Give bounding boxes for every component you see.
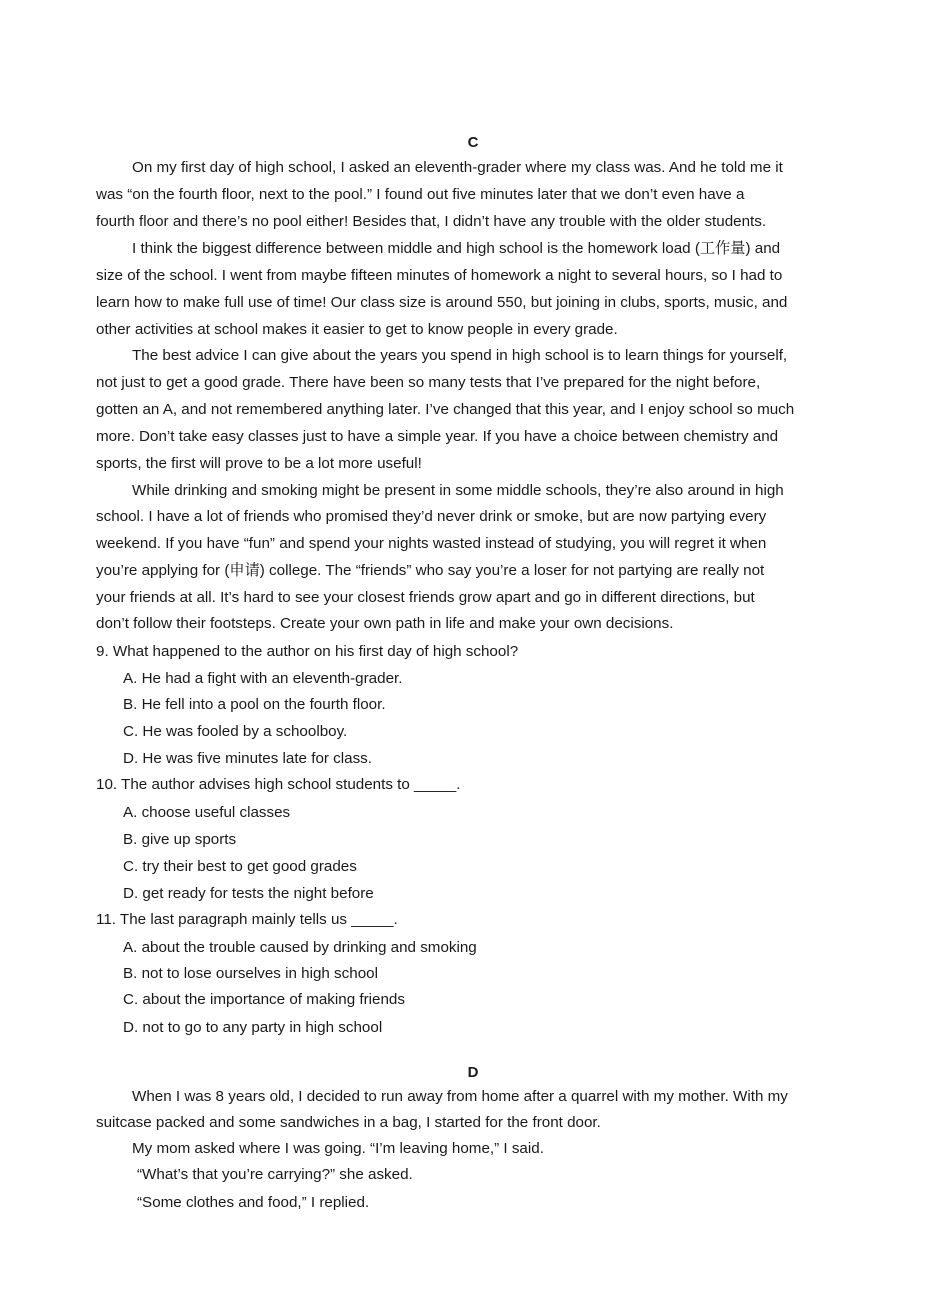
text-line: learn how to make full use of time! Our class size is around 550, but joining in clubs, sports, music, and — [96, 294, 788, 311]
answer-option: D. get ready for tests the night before — [123, 885, 374, 902]
section-title-c: C — [467, 134, 479, 151]
text-line: more. Don’t take easy classes just to have a simple year. If you have a choice between chemistry and — [96, 428, 779, 445]
text-line: On my first day of high school, I asked an eleventh-grader where my class was. And he told me it — [132, 159, 783, 176]
answer-option: C. try their best to get good grades — [123, 858, 357, 875]
text-line: don’t follow their footsteps. Create your own path in life and make your own decisions. — [96, 615, 674, 632]
text-line: fourth floor and there’s no pool either! Besides that, I didn’t have any trouble with the older students. — [96, 213, 767, 230]
answer-option: A. choose useful classes — [123, 804, 291, 821]
answer-option: A. about the trouble caused by drinking and smoking — [123, 939, 477, 956]
answer-option: B. give up sports — [123, 831, 237, 848]
text-line: weekend. If you have “fun” and spend your nights wasted instead of studying, you will regret it when — [96, 535, 767, 552]
answer-option: C. He was fooled by a schoolboy. — [123, 723, 348, 740]
text-line: school. I have a lot of friends who promised they’d never drink or smoke, but are now partying every — [96, 508, 767, 525]
text-line: I think the biggest difference between middle and high school is the homework load (工作量) and — [132, 240, 781, 257]
text-line: “Some clothes and food,” I replied. — [137, 1194, 370, 1211]
text-line: not just to get a good grade. There have been so many tests that I’ve prepared for the night before, — [96, 374, 761, 391]
text-line: The best advice I can give about the years you spend in high school is to learn things for yourself, — [132, 347, 788, 364]
answer-option: C. about the importance of making friends — [123, 991, 405, 1008]
text-line: size of the school. I went from maybe fifteen minutes of homework a night to several hours, so I had to — [96, 267, 783, 284]
text-line: you’re applying for (申请) college. The “friends” who say you’re a loser for not partying are really not — [96, 562, 765, 579]
question-stem: 11. The last paragraph mainly tells us _____. — [96, 911, 398, 928]
answer-option: D. He was five minutes late for class. — [123, 750, 372, 767]
text-line: My mom asked where I was going. “I’m leaving home,” I said. — [132, 1140, 544, 1157]
text-line: gotten an A, and not remembered anything later. I’ve changed that this year, and I enjoy school so much — [96, 401, 795, 418]
section-title-d: D — [467, 1064, 479, 1081]
answer-option: B. not to lose ourselves in high school — [123, 965, 378, 982]
question-stem: 9. What happened to the author on his first day of high school? — [96, 643, 519, 660]
text-line: sports, the first will prove to be a lot more useful! — [96, 455, 422, 472]
text-line: was “on the fourth floor, next to the pool.” I found out five minutes later that we don’t even have a — [96, 186, 745, 203]
question-stem: 10. The author advises high school students to _____. — [96, 776, 461, 793]
text-line: suitcase packed and some sandwiches in a bag, I started for the front door. — [96, 1114, 601, 1131]
text-line: your friends at all. It’s hard to see your closest friends grow apart and go in different directions, but — [96, 589, 755, 606]
text-line: While drinking and smoking might be present in some middle schools, they’re also around in high — [132, 482, 784, 499]
text-line: other activities at school makes it easier to get to know people in every grade. — [96, 321, 618, 338]
text-line: When I was 8 years old, I decided to run away from home after a quarrel with my mother. With my — [132, 1088, 788, 1105]
text-line: “What’s that you’re carrying?” she asked. — [137, 1166, 413, 1183]
answer-option: B. He fell into a pool on the fourth floor. — [123, 696, 386, 713]
answer-option: A. He had a fight with an eleventh-grader. — [123, 670, 403, 687]
answer-option: D. not to go to any party in high school — [123, 1019, 383, 1036]
